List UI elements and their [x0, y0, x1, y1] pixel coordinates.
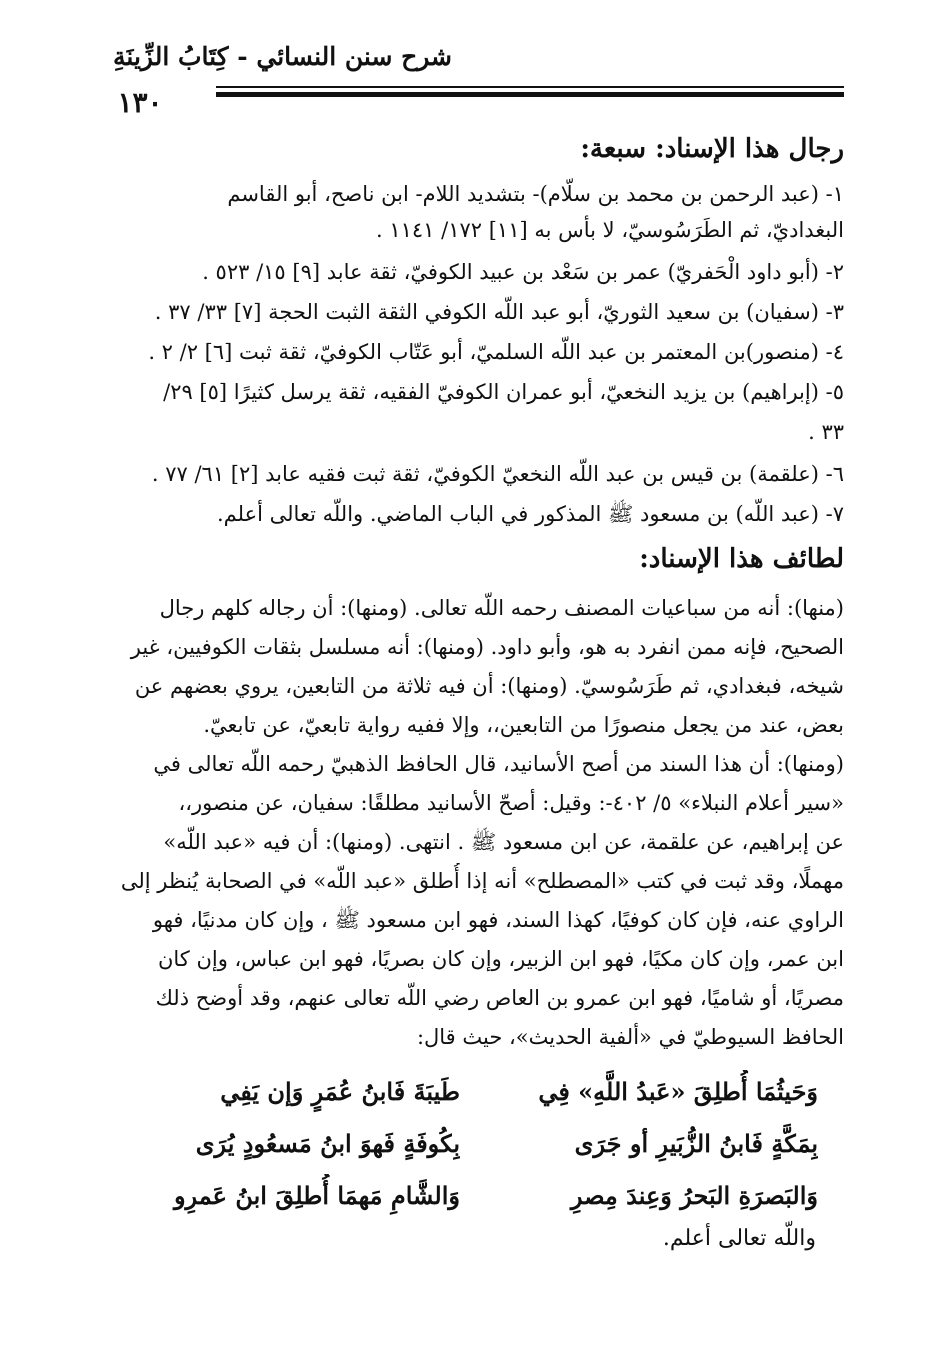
paragraph-line: مهملًا، وقد ثبت في كتب «المصطلح» أنه إذا أُطلق «عبد اللّه» في الصحابة يُنظر إلى [120, 869, 844, 893]
paragraph-line: الراوي عنه، فإن كان كوفيًا، كهذا السند، فهو ابن مسعود ﷺ ، وإن كان مدنيًا، فهو [152, 908, 844, 932]
poem-hemistich-first: وَحَيثُمَا أُطلِقَ «عَبدُ اللَّهِ» فِي [538, 1077, 818, 1106]
subtleties-heading: لطائف هذا الإسناد: [639, 544, 844, 574]
paragraph-line: عن إبراهيم، عن علقمة، عن ابن مسعود ﷺ . انتهى. (ومنها): أن فيه «عبد اللّه» [163, 830, 844, 854]
paragraph-line: مصريًا، أو شاميًا، فهو ابن عمرو بن العاص رضي اللّه تعالى عنهم، وقد أوضح ذلك [155, 986, 844, 1010]
poem-hemistich-second: وَالشَّامِ مَهمَا أُطلِقَ ابنُ عَمرِو [173, 1181, 460, 1210]
paragraph-line: «سير أعلام النبلاء» ٥/ ٤٠٢-: وقيل: أصحّ الأسانيد مطلقًا: سفيان، عن منصور،، [178, 791, 844, 815]
narrator-line: ١- (عبد الرحمن بن محمد بن سلّام)- بتشديد اللام- ابن ناصح، أبو القاسم [227, 182, 844, 206]
paragraph-line: (ومنها): أن هذا السند من أصح الأسانيد، قال الحافظ الذهبيّ رحمه اللّه تعالى في [153, 752, 844, 776]
paragraph-line: الصحيح، فإنه ممن انفرد به هو، وأبو داود. (ومنها): أنه مسلسل بثقات الكوفيين، غير [130, 635, 844, 659]
paragraph-line: بعض، عند من يجعل منصورًا من التابعين،، وإلا ففيه رواية تابعيّ، عن تابعيّ. [203, 713, 844, 737]
narrator-line: ٥- (إبراهيم) بن يزيد النخعيّ، أبو عمران الكوفيّ الفقيه، ثقة يرسل كثيرًا [٥] ٢٩/ [163, 380, 844, 404]
closing-line: واللّه تعالى أعلم. [662, 1226, 816, 1251]
paragraph-line: الحافظ السيوطيّ في «ألفية الحديث»، حيث قال: [416, 1025, 844, 1049]
narrator-line: ٣٣ . [808, 420, 844, 444]
poem-verse [100, 1070, 818, 1114]
running-header-title: شرح سنن النسائي - كِتَابُ الزِّينَةِ [113, 42, 452, 71]
narrator-line: البغداديّ، ثم الطَرَسُوسيّ، لا بأس به [١١] ١٧٢/ ١١٤١ . [375, 218, 844, 242]
paragraph-line: ابن عمر، وإن كان مكيًا، فهو ابن الزبير، وإن كان بصريًا، فهو ابن عباس، وإن كان [157, 947, 844, 971]
narrator-line: ٢- (أبو داود الْحَفريّ) عمر بن سَعْد بن عبيد الكوفيّ، ثقة عابد [٩] ١٥/ ٥٢٣ . [202, 260, 844, 284]
poem-verse [100, 1174, 818, 1218]
paragraph-line: (منها): أنه من سباعيات المصنف رحمه اللّه تعالى. (ومنها): أن رجاله كلهم رجال [159, 596, 844, 620]
poem-verse [100, 1122, 818, 1166]
poem-hemistich-second: بِكُوفَةٍ فَهوَ ابنُ مَسعُودٍ يُرَى [195, 1129, 460, 1158]
poem-hemistich-first: وَالبَصرَةِ البَحرُ وَعِندَ مِصرِ [570, 1181, 818, 1210]
poem-hemistich-second: طَيبَةَ فَابنُ عُمَرٍ وَإن يَفِي [220, 1077, 460, 1106]
paragraph-line: شيخه، فبغدادي، ثم طَرَسُوسيّ. (ومنها): أن فيه ثلاثة من التابعين، يروي بعضهم عن [134, 674, 844, 698]
narrator-line: ٤- (منصور)بن المعتمر بن عبد اللّه السلميّ، أبو عَتّاب الكوفيّ، ثقة ثبت [٦] ٢/ ٢ . [148, 340, 844, 364]
narrator-line: ٣- (سفيان) بن سعيد الثوريّ، أبو عبد اللّه الكوفي الثقة الثبت الحجة [٧] ٣٣/ ٣٧ . [154, 300, 844, 324]
page-number: ١٣٠ [64, 86, 216, 119]
narrator-line: ٦- (علقمة) بن قيس بن عبد اللّه النخعيّ الكوفيّ، ثقة ثبت فقيه عابد [٢] ٦١/ ٧٧ . [151, 462, 844, 486]
poem-hemistich-first: بِمَكَّةٍ فَابنُ الزُّبَيرِ أو جَرَى [574, 1129, 818, 1158]
narrator-line: ٧- (عبد اللّه) بن مسعود ﷺ المذكور في الباب الماضي. واللّه تعالى أعلم. [217, 502, 844, 526]
narrators-heading: رجال هذا الإسناد: سبعة: [580, 134, 844, 164]
